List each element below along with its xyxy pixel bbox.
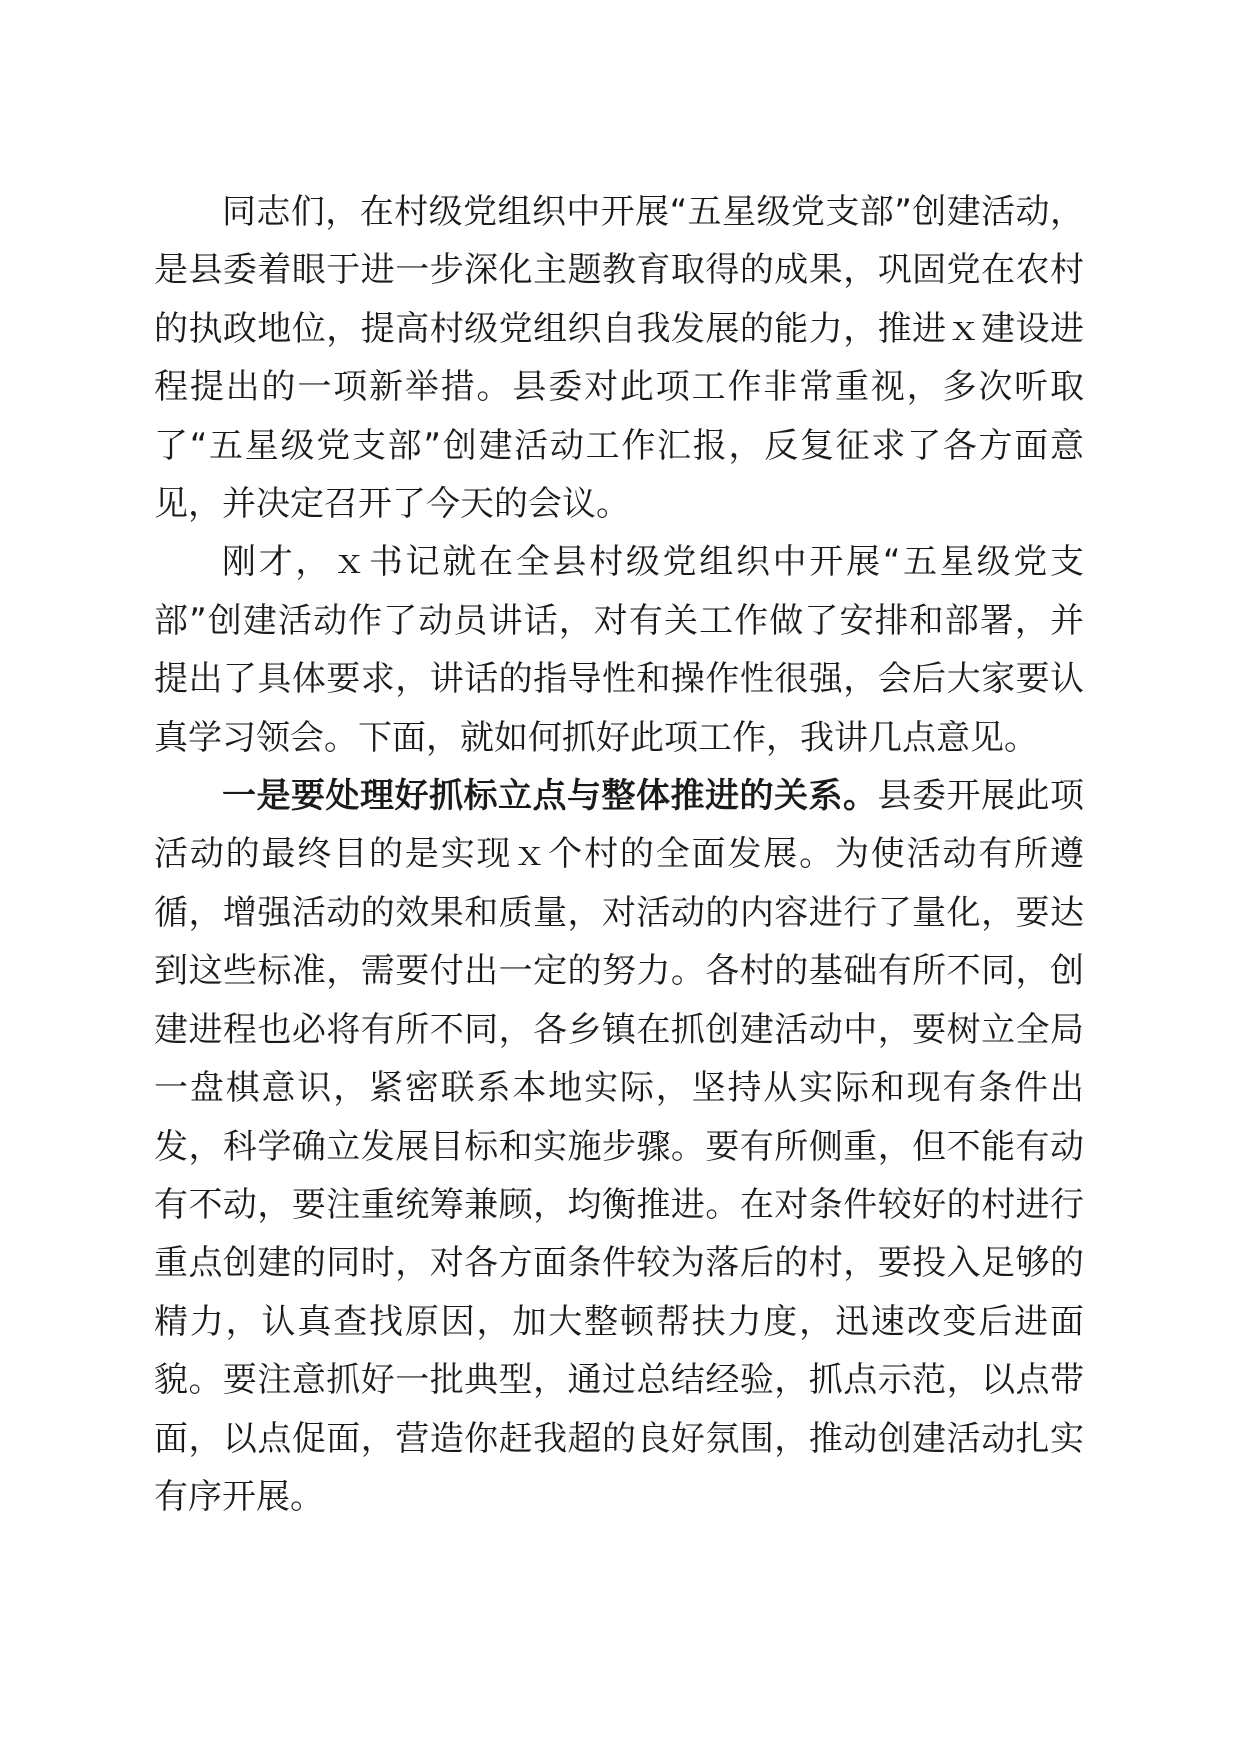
point-heading: 一是要处理好抓标立点与整体推进的关系。 (222, 776, 878, 817)
paragraph-speech-reference (154, 533, 1084, 767)
paragraph-text: 同志们，在村级党组织中开展“五星级党支部”创建活动，是县委着眼于进一步深化主题教育取得的成果，巩固党在农村的执政地位，提高村级党组织自我发展的能力，推进ｘ建设进程提出的一项新举措。县委对此项工作非常重视，多次听取了“五星级党支部”创建活动工作汇报，反复征求了各方面意见，并决定召开了今天的会议。 (154, 192, 1084, 525)
paragraph-point-one (154, 767, 1084, 1526)
paragraph-text: 县委开展此项活动的最终目的是实现ｘ个村的全面发展。为使活动有所遵循，增强活动的效果和质量，对活动的内容进行了量化，要达到这些标准，需要付出一定的努力。各村的基础有所不同，创建进程也必将有所不同，各乡镇在抓创建活动中，要树立全局一盘棋意识，紧密联系本地实际，坚持从实际和现有条件出发，科学确立发展目标和实施步骤。要有所侧重，但不能有动有不动，要注重统筹兼顾，均衡推进。在对条件较好的村进行重点创建的同时，对各方面条件较为落后的村，要投入足够的精力，认真查找原因，加大整顿帮扶力度，迅速改变后进面貌。要注意抓好一批典型，通过总结经验，抓点示范，以点带面，以点促面，营造你赶我超的良好氛围，推动创建活动扎实有序开展。 (154, 776, 1084, 1517)
paragraph-text: 刚才，ｘ书记就在全县村级党组织中开展“五星级党支部”创建活动作了动员讲话，对有关工作做了安排和部署，并提出了具体要求，讲话的指导性和操作性很强，会后大家要认真学习领会。下面，就如何抓好此项工作，我讲几点意见。 (154, 542, 1084, 758)
paragraph-opening (154, 183, 1084, 533)
document-body (154, 183, 1084, 1526)
